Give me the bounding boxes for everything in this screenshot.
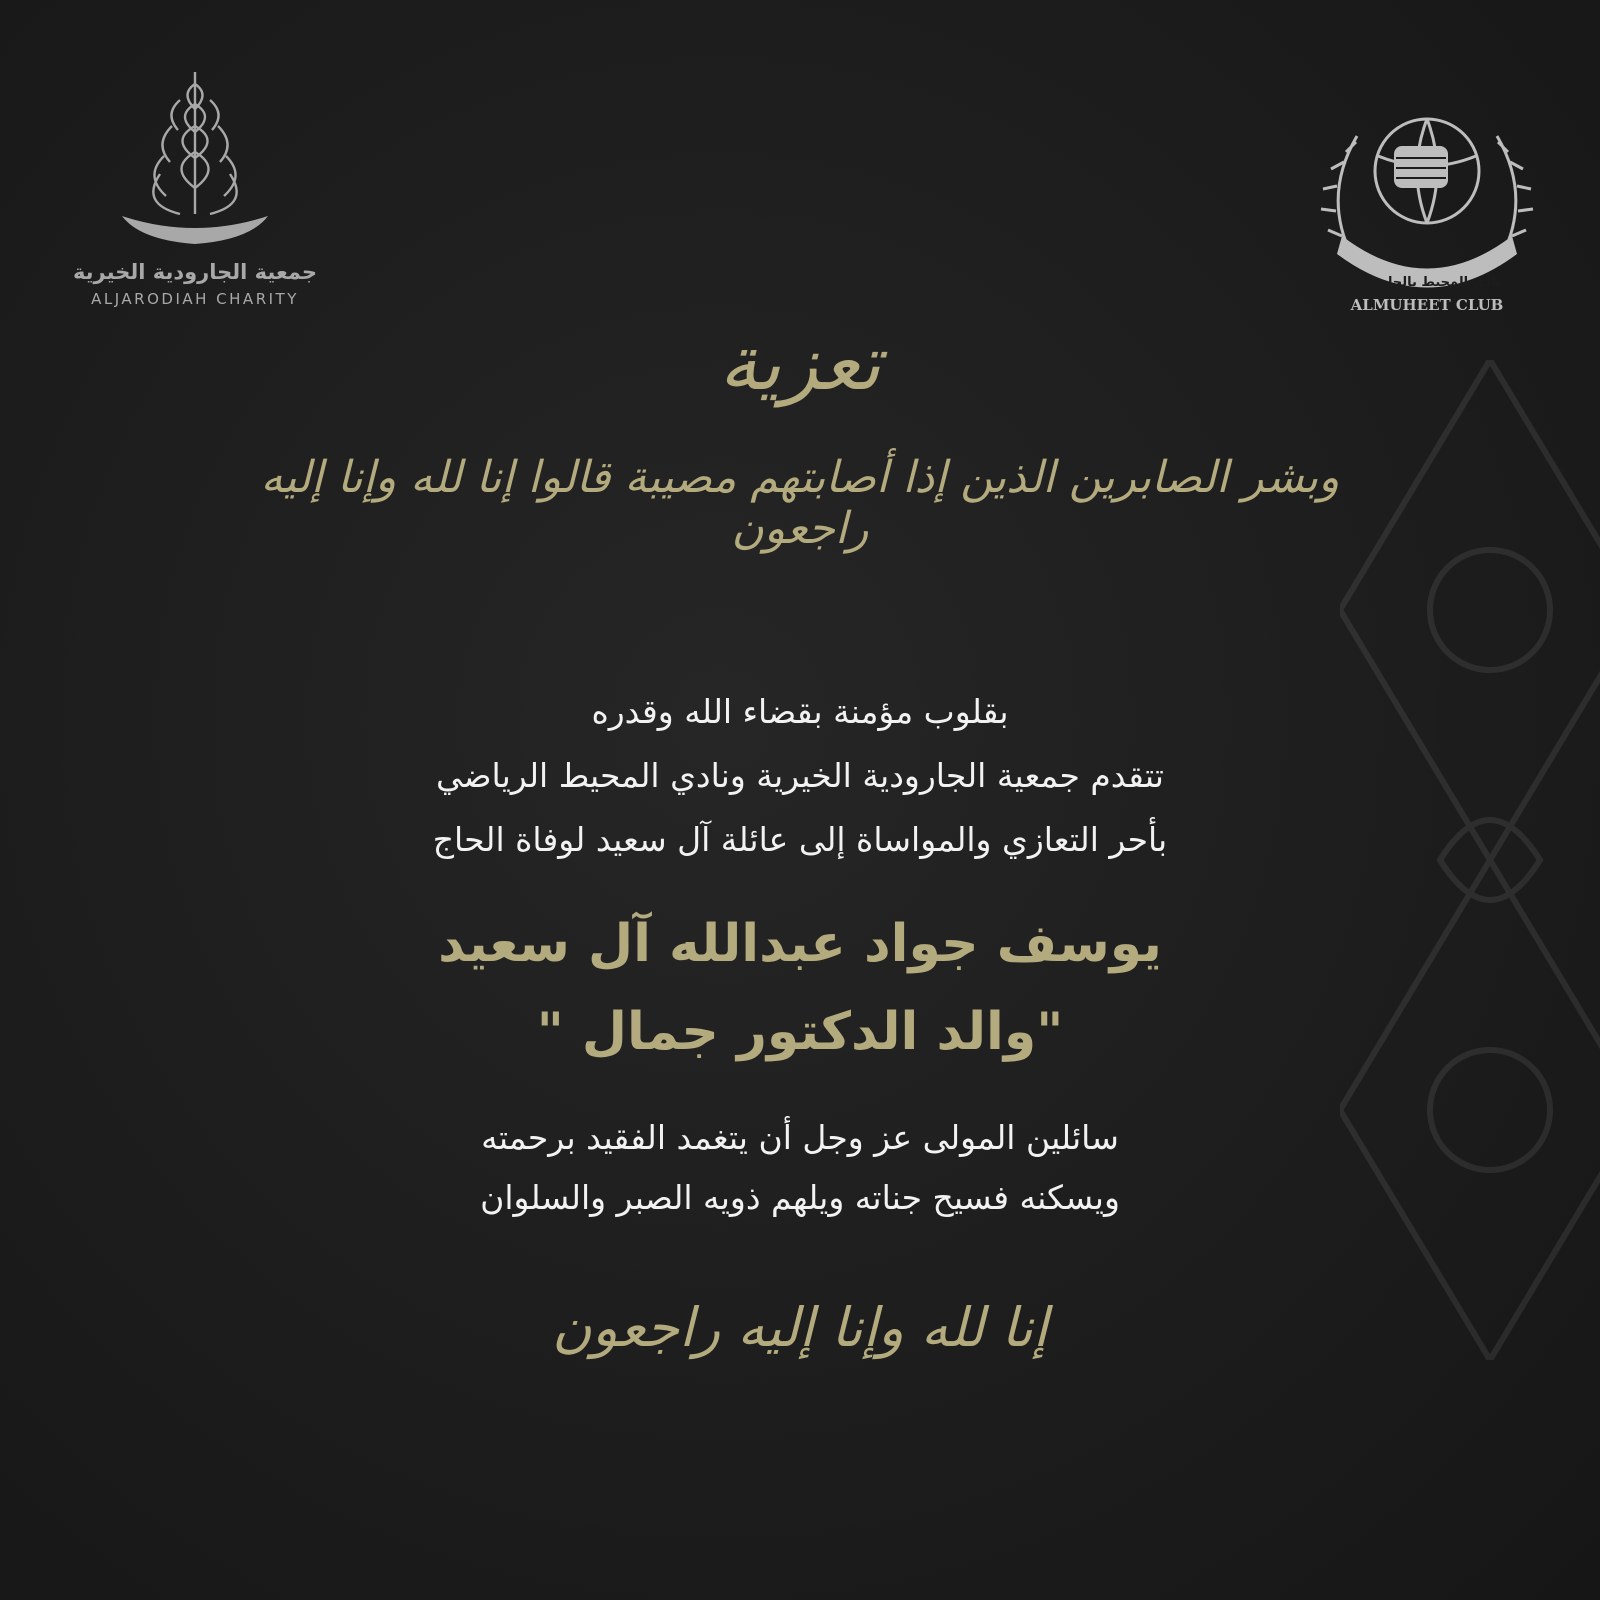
- club-emblem-icon: [1312, 86, 1542, 316]
- closing-phrase: إنا لله وإنا إليه راجعون: [552, 1296, 1048, 1359]
- body-line: تتقدم جمعية الجارودية الخيرية ونادي المحيط الرياضي: [436, 756, 1164, 795]
- ornament-pattern-icon: [1340, 360, 1600, 1360]
- body-line: بقلوب مؤمنة بقضاء الله وقدره: [591, 692, 1009, 731]
- page-title: تعزية: [719, 318, 881, 407]
- deceased-relation: "والد الدكتور جمال ": [536, 1002, 1064, 1062]
- deceased-block: [240, 900, 1360, 1076]
- deceased-name: يوسف جواد عبدالله آل سعيد: [438, 914, 1162, 974]
- aljarodiah-charity-logo: [60, 64, 330, 324]
- prayer-line: ويسكنه فسيح جناته ويلهم ذويه الصبر والسلوان: [480, 1178, 1120, 1217]
- prayer-line: سائلين المولى عز وجل أن يتغمد الفقيد برحمته: [481, 1118, 1119, 1157]
- quran-verse: وبشر الصابرين الذين إذا أصابتهم مصيبة قالوا إنا لله وإنا إليه راجعون: [260, 452, 1340, 554]
- wheat-lotus-icon: [120, 64, 270, 254]
- charity-name-arabic: جمعية الجارودية الخيرية: [72, 260, 318, 284]
- club-name-english: ALMUHEET CLUB: [1350, 296, 1504, 314]
- almuheet-club-logo: [1312, 86, 1542, 316]
- body-line: بأحر التعازي والمواساة إلى عائلة آل سعيد لوفاة الحاج: [432, 820, 1168, 859]
- prayer-block: [240, 1108, 1360, 1228]
- club-name-arabic: نادي المحيط بالجارودية: [1353, 275, 1501, 290]
- condolence-body: [240, 680, 1360, 872]
- charity-name-english: ALJARODIAH CHARITY: [91, 290, 299, 308]
